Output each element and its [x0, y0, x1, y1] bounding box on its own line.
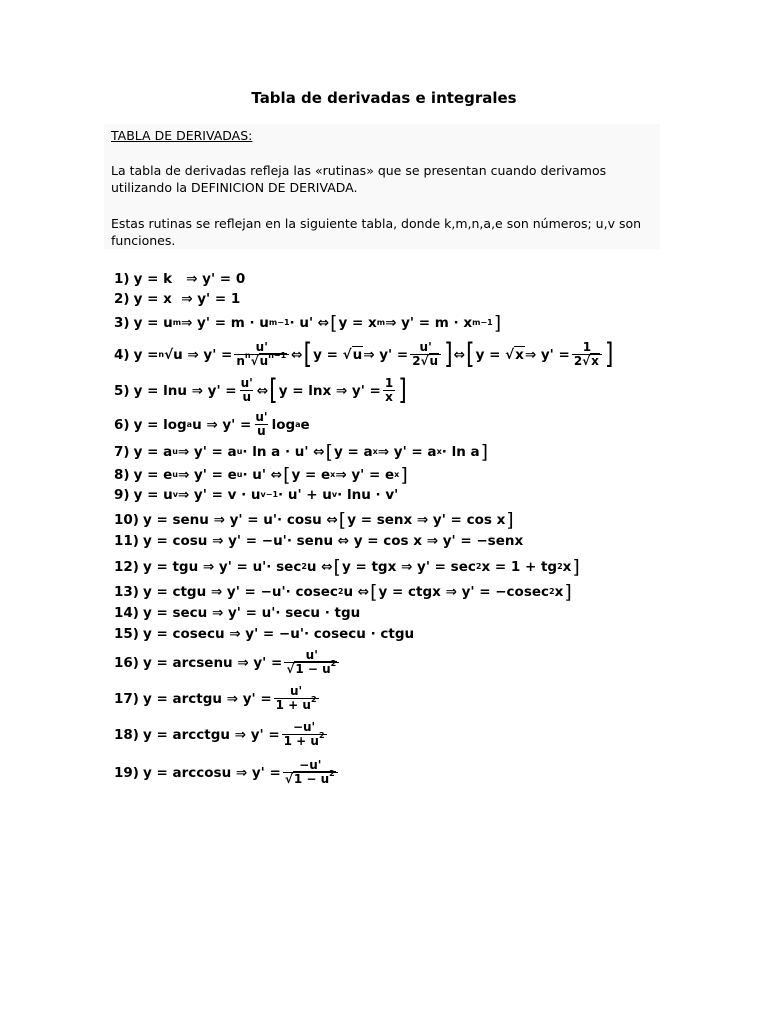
paragraph-2-line-1: Estas rutinas se reflejan en la siguiente tabla, donde k,m,n,a,e son números; u,v son — [111, 216, 642, 231]
formula-row: 6) y = log a u ⇒ y' = $\frac{u'}{u}$ log a e — [114, 410, 310, 438]
section-heading: TABLA DE DERIVADAS: — [111, 128, 253, 143]
formula-row: 7) y = a u ⇒ y' = a u · ln a · u' ⇔ [ y = a x ⇒ y' = a x · ln a ] — [114, 441, 489, 463]
formula-row: 14) y = secu ⇒ y' = u'· secu · tgu — [114, 605, 361, 621]
paragraph-1 — [111, 162, 606, 196]
formula-row: 9) y = u v ⇒ y' = v · u v−1 · u' + u v · lnu · v' — [114, 487, 399, 503]
formula-row: 1) y = k ⇒ y' = 0 — [114, 271, 246, 287]
formula-row: 13) y = ctgu ⇒ y' = −u'· cosec 2 u ⇔ [ y = ctgx ⇒ y' = −cosec 2 x ] — [114, 581, 572, 603]
formula-row: 15) y = cosecu ⇒ y' = −u'· cosecu · ctgu — [114, 626, 415, 642]
paragraph-2 — [111, 215, 641, 249]
formula-row: 2) y = x ⇒ y' = 1 — [114, 291, 241, 307]
page-title: Tabla de derivadas e integrales — [251, 89, 517, 107]
formula-row: 5) y = lnu ⇒ y' = $\frac{u'}{u}$ ⇔ [ y = lnx ⇒ y' = $\frac{1}{x}$ ] — [114, 374, 407, 407]
formula-row: 8) y = e u ⇒ y' = e u · u' ⇔ [ y = e x ⇒ y' = e x ] — [114, 464, 408, 486]
formula-row: 4) y = n √u ⇒ y' = $\frac{u'}{n^n√u^{n-1}}$ ⇔ [ y = √ u ⇒ y' = $\frac{u'}{2√u}$ ] ⇔ [ y = √ x ⇒ y' = $\frac{1}{2√x}$ ] — [114, 338, 614, 371]
formula-row: 12) y = tgu ⇒ y' = u'· sec 2 u ⇔ [ y = tgx ⇒ y' = sec 2 x = 1 + tg 2 x ] — [114, 556, 580, 578]
formula-row: 17) y = arctgu ⇒ y' = $\frac{u'}{1 + u^2}$ — [114, 684, 317, 712]
paragraph-1-line-2: utilizando la DEFINICION DE DERIVADA. — [111, 180, 358, 195]
formula-row: 11) y = cosu ⇒ y' = −u'· senu ⇔ y = cos x ⇒ y' = −senx — [114, 533, 524, 549]
formula-row: 19) y = arccosu ⇒ y' = $\frac{-u'}{√1 - u^2}$ — [114, 759, 340, 786]
formula-row: 18) y = arcctgu ⇒ y' = $\frac{-u'}{1 + u^2}$ — [114, 720, 325, 748]
formula-row: 3) y = u m ⇒ y' = m · u m−1 · u' ⇔ [ y = x m ⇒ y' = m · x m−1 ] — [114, 312, 502, 334]
paragraph-2-line-2: funciones. — [111, 233, 176, 248]
formula-row: 16) y = arcsenu ⇒ y' = $\frac{u'}{√1 - u^2}$ — [114, 649, 341, 676]
intro-block — [104, 124, 660, 249]
formula-row: 10) y = senu ⇒ y' = u'· cosu ⇔ [ y = senx ⇒ y' = cos x ] — [114, 509, 514, 531]
paragraph-1-line-1: La tabla de derivadas refleja las «rutinas» que se presentan cuando derivamos — [111, 163, 607, 178]
